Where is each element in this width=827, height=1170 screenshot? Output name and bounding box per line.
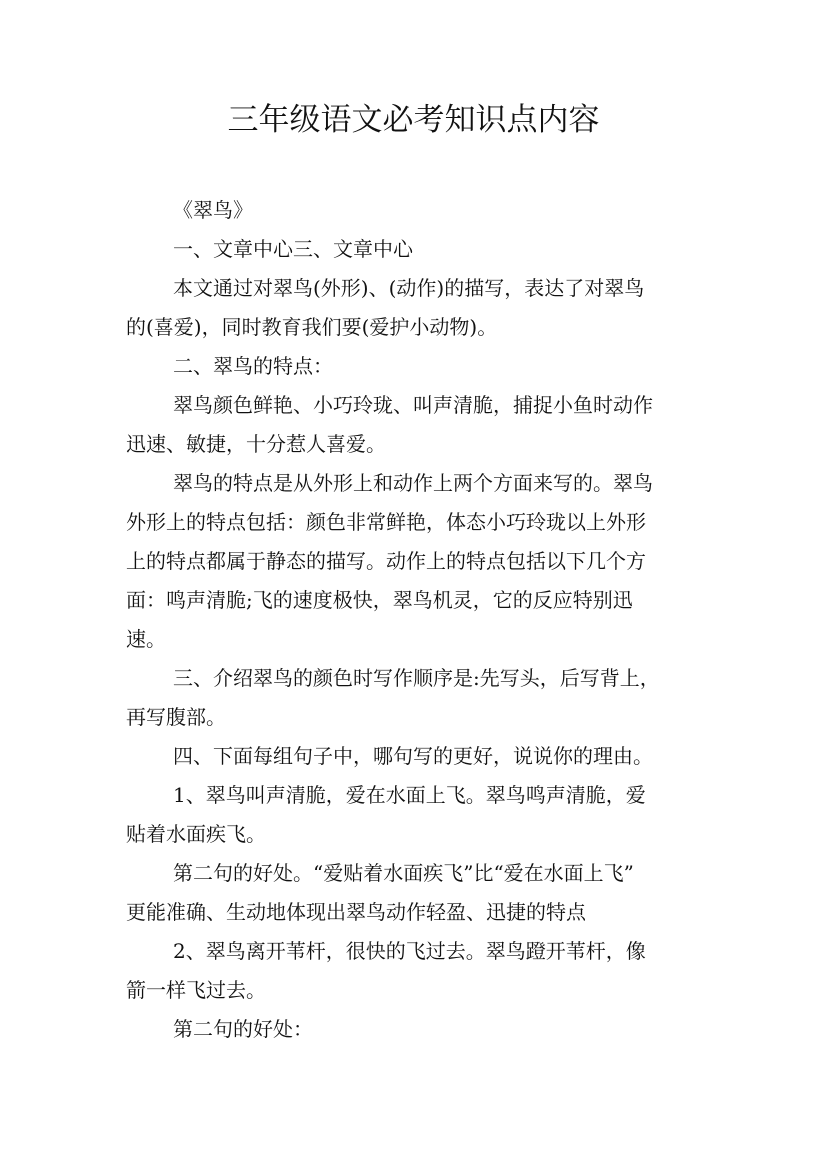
text-line-18: 第二句的好处。“爱贴着水面疾飞”比“爱在水面上飞”	[173, 861, 634, 885]
text-line-21: 箭一样飞过去。	[126, 978, 266, 1002]
text-line-7: 迅速、敏捷，十分惹人喜爱。	[126, 432, 386, 456]
text-line-6: 翠鸟颜色鲜艳、小巧玲珑、叫声清脆，捕捉小鱼时动作	[173, 393, 653, 417]
text-line-17: 贴着水面疾飞。	[126, 822, 266, 846]
document-title: 三年级语文必考知识点内容	[227, 102, 600, 138]
text-line-10: 上的特点都属于静态的描写。动作上的特点包括以下几个方	[126, 549, 646, 573]
text-line-15: 四、下面每组句子中，哪句写的更好，说说你的理由。	[173, 744, 653, 768]
text-line-20: 2、翠鸟离开苇杆，很快的飞过去。翠鸟蹬开苇杆，像	[173, 939, 646, 963]
text-line-4: 的(喜爱)，同时教育我们要(爱护小动物)。	[126, 315, 498, 339]
text-line-13: 三、介绍翠鸟的颜色时写作顺序是:先写头，后写背上，	[173, 666, 660, 690]
text-line-2: 一、文章中心三、文章中心	[173, 237, 413, 261]
text-line-3: 本文通过对翠鸟(外形)、(动作)的描写，表达了对翠鸟	[173, 276, 645, 300]
text-line-19: 更能准确、生动地体现出翠鸟动作轻盈、迅捷的特点	[126, 900, 586, 924]
text-line-9: 外形上的特点包括：颜色非常鲜艳，体态小巧玲珑以上外形	[126, 510, 646, 534]
text-line-5: 二、翠鸟的特点：	[173, 354, 333, 378]
text-line-11: 面：鸣声清脆;飞的速度极快，翠鸟机灵，它的反应特别迅	[126, 588, 633, 612]
text-line-22: 第二句的好处：	[173, 1017, 313, 1041]
text-line-14: 再写腹部。	[126, 705, 226, 729]
text-line-1: 《翠鸟》	[173, 198, 253, 222]
document-body	[126, 191, 706, 1049]
text-line-16: 1、翠鸟叫声清脆，爱在水面上飞。翠鸟鸣声清脆，爱	[173, 783, 646, 807]
text-line-12: 速。	[126, 627, 166, 651]
text-line-8: 翠鸟的特点是从外形上和动作上两个方面来写的。翠鸟	[173, 471, 653, 495]
